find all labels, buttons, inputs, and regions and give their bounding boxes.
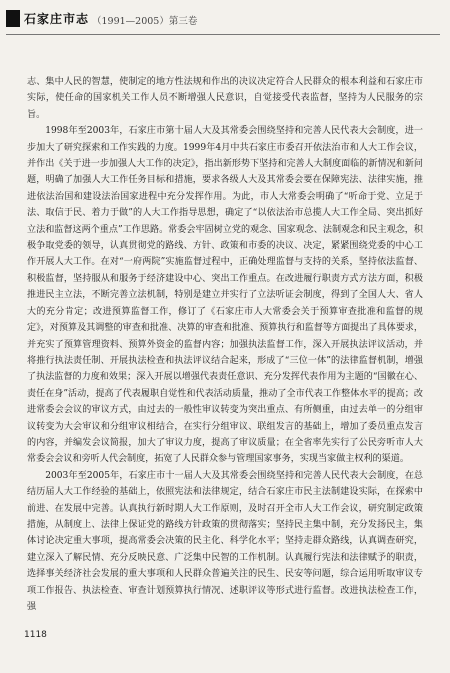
running-header	[6, 8, 440, 32]
header-divider	[6, 34, 440, 35]
book-logo-icon	[6, 10, 20, 27]
paragraph-2003-2005: 2003年至2005年，石家庄市十一届人大及其常委会围绕坚持和完善人民代表大会制度，在总结历届人大工作经验的基础上，依照宪法和法律规定，结合石家庄市民主法制建设实际，在探索中前进、在发展中完善。认真执行新时期人大工作原则，及时召开全市人大工作会议，研究制定政策措施，从制度上、法律上保证党的路线方针政策的贯彻落实；坚持民主集中制，充分发扬民主，集体讨论决定重大事项，提高常委会决策的民主化、科学化水平；坚持走群众路线，认真调查研究，建立深入了解民情、充分反映民意、广泛集中民智的工作机制。认真履行宪法和法律赋予的职责，选择事关经济社会发展的重大事项和人民群众普遍关注的民生、民安等问题，综合运用听取审议专项工作报告、执法检查、审查计划预算执行情况、述职评议等形式进行监督。改进执法检查工作，强	[27, 470, 423, 612]
page-number: 1118	[24, 630, 47, 640]
article-body	[27, 74, 423, 615]
paragraph-1998-2003: 1998年至2003年，石家庄市第十届人大及其常委会围绕坚持和完善人民代表大会制度，进一步加大了研究探索和工作实践的力度。1999年4月中共石家庄市委召开依法治市和人大工作会议，并作出《关于进一步加强人大工作的决定》，指出新形势下坚持和完善人大制度面临的新情况和新问题，明确了加强人大工作任务目标和措施，要求各级人大及其常委会要在保障宪法、法律实施，推进依法治国和建设法治国家进程中充分发挥作用。为此，市人大常委会明确了“听命于党、立足于法、取信于民、着力于做”的人大工作指导思想，确定了“以依法治市总揽人大工作全局、突出抓好立法和监督这两个重点”工作思路。常委会牢固树立党的观念、国家观念、法制观念和民主观念，积极争取党委的领导，认真贯彻党的路线、方针、政策和市委的决议、决定，紧紧围绕党委的中心工作开展人大工作。在对“一府两院”实施监督过程中，正确处理监督与支持的关系，坚持依法监督、积极监督，坚持服从和服务于经济建设中心、突出工作重点。在改进履行职责方式方法方面，积极推进民主立法，不断完善立法机制，特别是建立并实行了立法听证会制度，得到了全国人大、省人大的充分肯定；改进预算监督工作，修订了《石家庄市人大常委会关于预算审查批准和监督的规定》，对预算及其调整的审查和批准、决算的审查和批准、预算执行和监督等方面提出了具体要求，并充实了预算管理资料、预算外资金的监督内容；加强执法监督工作，深入开展执法评议活动，并将推行执法责任制、开展执法检查和执法评议结合起来，形成了“三位一体”的法律监督机制，增强了执法监督的力度和效果；深入开展以增强代表责任意识、充分发挥代表作用为主题的“国徽在心、责任在身”活动，提高了代表履职自觉性和代表活动质量，推动了全市代表工作整体水平的提高；改进常委会会议的审议方式，由过去的一般性审议转变为突出重点、有所侧重，由过去单一的分组审议转变为大会审议和分组审议相结合，在实行分组审议、联组发言的基础上，增加了委员重点发言的内容，并编发会议简报，加大了审议力度，提高了审议质量；在全省率先实行了公民旁听市人大常委会会议和旁听人代会制度，拓宽了人民群众参与管理国家事务，实现当家做主权利的渠道。	[27, 126, 423, 465]
volume-subtitle: （1991—2005）第三卷	[92, 16, 198, 27]
book-title: 石家庄市志	[24, 12, 90, 26]
paragraph-continuation: 志、集中人民的智慧，使制定的地方性法规和作出的决议决定符合人民群众的根本利益和石家庄市实际，使任命的国家机关工作人员不断增强人民意识，自觉接受代表监督，坚持为人民服务的宗旨。	[27, 77, 423, 120]
